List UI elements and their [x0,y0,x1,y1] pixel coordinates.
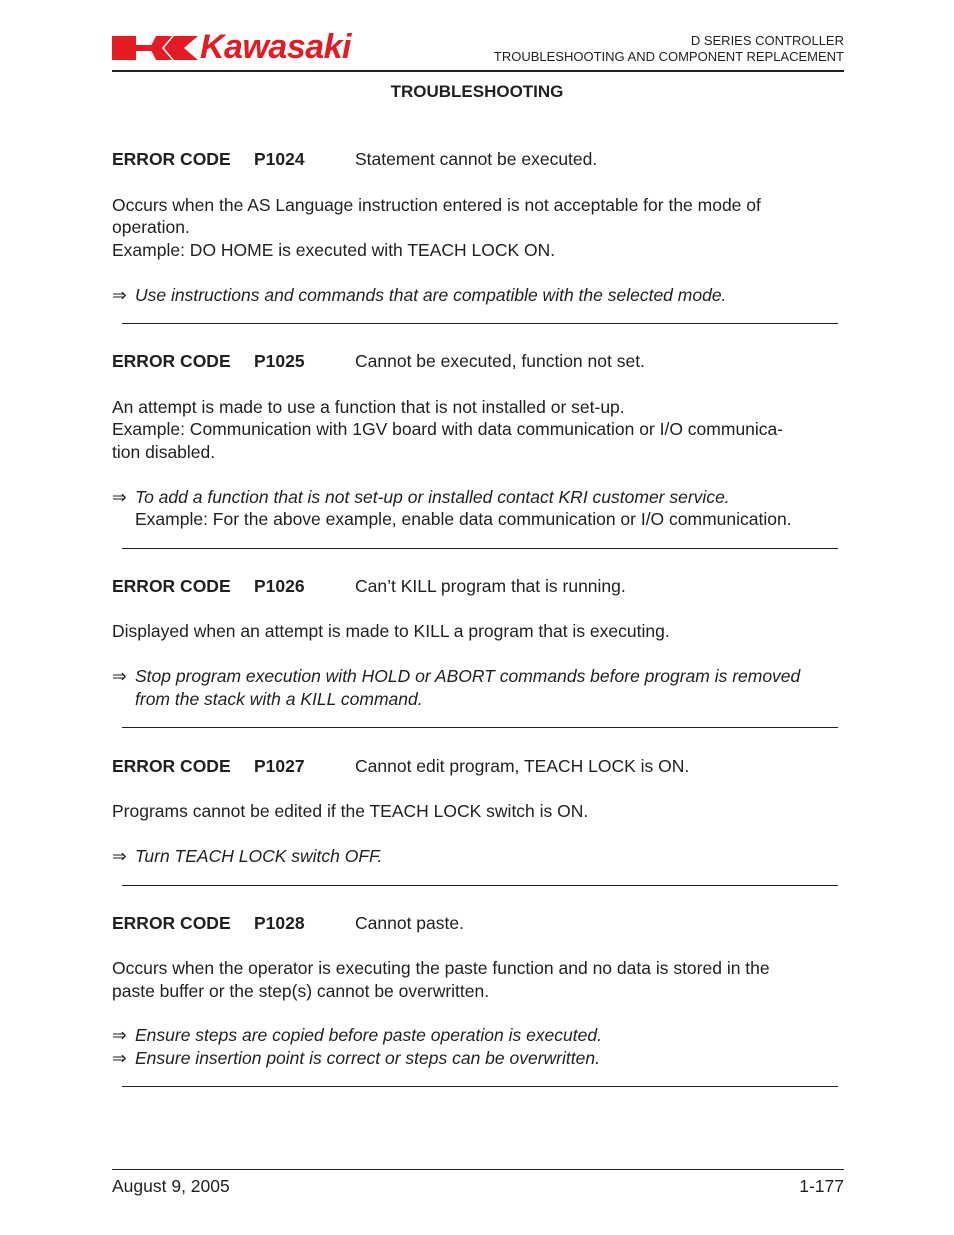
error-heading [112,755,690,777]
error-code-description: Can’t KILL program that is running. [355,576,626,596]
remedy-text: To add a function that is not set-up or installed contact KRI customer service. [135,487,730,507]
error-code-description: Statement cannot be executed. [355,149,598,169]
error-body-line: Displayed when an attempt is made to KILL a program that is executing. [112,621,670,641]
arrow-right-icon: ⇒ [112,1048,127,1068]
error-body-line: Occurs when the AS Language instruction entered is not acceptable for the mode of [112,195,761,215]
section-separator [122,323,838,324]
error-code-description: Cannot be executed, function not set. [355,351,645,371]
remedy-line [112,284,726,306]
error-body-line: An attempt is made to use a function that is not installed or set-up. [112,397,625,417]
error-body-line: paste buffer or the step(s) cannot be overwritten. [112,981,490,1001]
error-heading [112,350,645,372]
remedy-line [112,845,382,867]
arrow-right-icon: ⇒ [112,666,127,686]
header-line-1: D SERIES CONTROLLER [690,33,844,48]
error-code-label: ERROR CODE [112,756,231,776]
error-code-label: ERROR CODE [112,576,231,596]
error-code-id: P1027 [254,756,305,776]
remedy-text: Stop program execution with HOLD or ABORT commands before program is removed [135,666,801,686]
error-body-line: Example: Communication with 1GV board with data communication or I/O communica- [112,419,784,439]
page-number: 1-177 [799,1176,844,1196]
remedy-note: Example: For the above example, enable data communication or I/O communication. [135,509,792,529]
arrow-right-icon: ⇒ [112,487,127,507]
remedy-text: Use instructions and commands that are compatible with the selected mode. [135,285,727,305]
footer-date: August 9, 2005 [112,1176,230,1196]
remedy-line [112,486,730,508]
error-code-label: ERROR CODE [112,913,231,933]
error-code-id: P1024 [254,149,305,169]
kawasaki-logo [112,28,390,66]
section-separator [122,885,838,886]
error-heading [112,148,598,170]
kawasaki-logo-mark-icon [112,33,198,63]
error-code-id: P1025 [254,351,305,371]
remedy-line [112,1024,602,1046]
error-code-description: Cannot edit program, TEACH LOCK is ON. [355,756,690,776]
remedy-text: Turn TEACH LOCK switch OFF. [135,846,383,866]
error-body-line: Example: DO HOME is executed with TEACH LOCK ON. [112,240,556,260]
error-body-line: Occurs when the operator is executing the paste function and no data is stored in the [112,958,770,978]
section-title: TROUBLESHOOTING [390,82,564,101]
error-code-label: ERROR CODE [112,351,231,371]
error-heading [112,912,464,934]
error-code-id: P1026 [254,576,305,596]
header-title-block [494,33,844,65]
header-line-2: TROUBLESHOOTING AND COMPONENT REPLACEMENT [493,49,844,64]
error-body-line: operation. [112,217,190,237]
footer-rule [112,1169,844,1170]
remedy-text: from the stack with a KILL command. [135,689,423,709]
section-separator [122,548,838,549]
error-code-description: Cannot paste. [355,913,464,933]
error-body-line: Programs cannot be edited if the TEACH LOCK switch is ON. [112,801,589,821]
error-body-line: tion disabled. [112,442,216,462]
section-separator [122,1086,838,1087]
arrow-right-icon: ⇒ [112,285,127,305]
error-code-id: P1028 [254,913,305,933]
arrow-right-icon: ⇒ [112,1025,127,1045]
remedy-text: Ensure steps are copied before paste operation is executed. [135,1025,602,1045]
error-heading [112,575,626,597]
section-separator [122,727,838,728]
brand-name: Kawasaki [200,28,351,66]
remedy-line [112,665,800,687]
header-rule [112,70,844,72]
remedy-text: Ensure insertion point is correct or steps can be overwritten. [135,1048,600,1068]
remedy-line [112,1047,600,1069]
arrow-right-icon: ⇒ [112,846,127,866]
error-code-label: ERROR CODE [112,149,231,169]
